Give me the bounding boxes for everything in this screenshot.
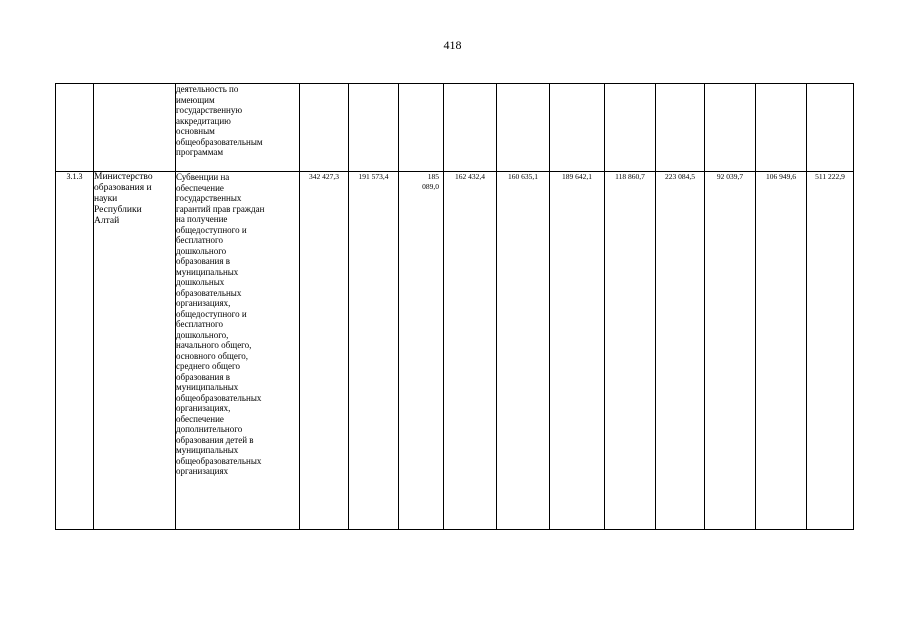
amount-cell xyxy=(349,84,399,172)
amount-cell xyxy=(656,84,705,172)
amount-cell xyxy=(444,84,497,172)
amount-cell xyxy=(399,84,444,172)
amount-cell: 191 573,4 xyxy=(349,172,399,530)
responsible-organization xyxy=(94,84,176,172)
amount-cell xyxy=(705,84,756,172)
amount-cell: 160 635,1 xyxy=(497,172,550,530)
row-code xyxy=(56,84,94,172)
amount-cell: 92 039,7 xyxy=(705,172,756,530)
budget-table xyxy=(55,83,854,530)
amount-cell xyxy=(497,84,550,172)
amount-cell: 189 642,1 xyxy=(550,172,605,530)
row-code: 3.1.3 xyxy=(56,172,94,530)
measure-description: деятельность по имеющим государственную аккредитацию основным общеобразовательным программам xyxy=(176,84,300,172)
amount-cell: 118 860,7 xyxy=(605,172,656,530)
amount-cell xyxy=(756,84,807,172)
amount-cell xyxy=(807,84,854,172)
amount-cell: 511 222,9 xyxy=(807,172,854,530)
responsible-organization: Министерство образования и науки Республики Алтай xyxy=(94,172,176,530)
amount-cell: 185 089,0 xyxy=(399,172,444,530)
amount-cell xyxy=(300,84,349,172)
amount-cell: 106 949,6 xyxy=(756,172,807,530)
page-number: 418 xyxy=(443,38,462,52)
amount-cell xyxy=(605,84,656,172)
amount-cell: 342 427,3 xyxy=(300,172,349,530)
amount-cell xyxy=(550,84,605,172)
amount-cell: 162 432,4 xyxy=(444,172,497,530)
amount-cell: 223 084,5 xyxy=(656,172,705,530)
table-row xyxy=(56,172,854,530)
table-row xyxy=(56,84,854,172)
measure-description: Субвенции на обеспечение государственных гарантий прав граждан на получение общедоступного и бесплатного дошкольного образования в муниципальных дошкольных образовательных организациях, общедоступного и бесплатного дошкольного, начального общего, основного общего, среднего общего образования в муниципальных общеобразовательных организациях, обеспечение дополнительного образования детей в муниципальных общеобразовательных организациях xyxy=(176,172,300,530)
